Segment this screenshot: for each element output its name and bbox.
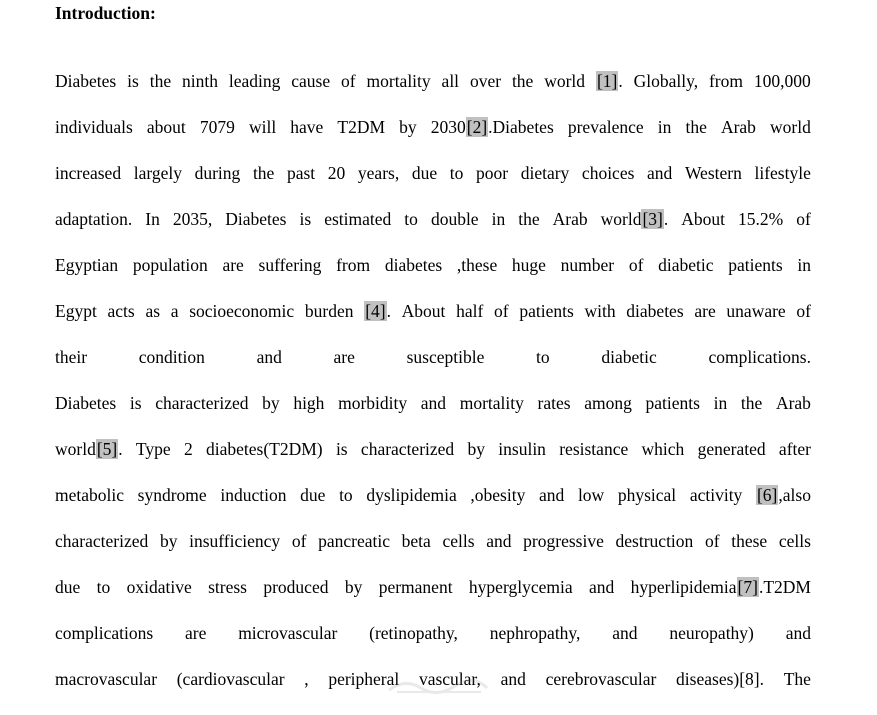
paragraph-line — [55, 531, 811, 577]
paragraph-line — [55, 209, 811, 255]
word-text: world — [55, 439, 96, 459]
word: 15.2% — [738, 209, 784, 229]
citation-reference: [5] — [96, 439, 118, 459]
word: choices — [581, 163, 635, 183]
word: Arab — [775, 393, 811, 413]
word: cause — [291, 71, 331, 91]
word: the — [685, 117, 707, 137]
word: past — [286, 163, 316, 183]
paragraph-line — [55, 255, 811, 301]
word-text: hyperlipidemia — [630, 577, 737, 597]
word: in — [797, 255, 811, 275]
word: and — [420, 393, 447, 413]
citation-reference: [1] — [596, 71, 618, 91]
word: morbidity — [338, 393, 408, 413]
word: dietary — [520, 163, 570, 183]
word-suffix: . — [618, 71, 623, 91]
paragraph-line — [55, 393, 811, 439]
word-text: 2030 — [430, 117, 466, 137]
word: are — [333, 347, 355, 367]
citation-reference: [3] — [642, 209, 663, 229]
word — [756, 485, 811, 505]
word: characterized — [55, 531, 149, 551]
word: ninth — [181, 71, 218, 91]
word: , — [304, 669, 309, 689]
word: burden — [304, 301, 354, 321]
word: mortality — [459, 393, 524, 413]
paragraph-line — [55, 71, 811, 117]
word: by — [467, 439, 485, 459]
word — [631, 577, 811, 597]
word: resistance — [559, 439, 629, 459]
paragraph-line — [55, 439, 811, 485]
word: patients — [728, 255, 783, 275]
word: destruction — [615, 531, 694, 551]
word: in — [657, 117, 672, 137]
word: diabetes(T2DM) — [206, 439, 323, 459]
word: insulin — [498, 439, 546, 459]
word: (retinopathy, — [369, 623, 458, 643]
word: world — [770, 117, 811, 137]
word: rates — [537, 393, 571, 413]
word: are — [185, 623, 207, 643]
word: complications. — [708, 347, 811, 367]
word: dyslipidemia — [366, 485, 457, 505]
word: estimated — [324, 209, 392, 229]
introduction-paragraph — [55, 71, 811, 715]
word: vascular, — [418, 669, 481, 689]
word: cerebrovascular — [545, 669, 657, 689]
word: diabetes — [626, 301, 684, 321]
word: Diabetes — [55, 393, 117, 413]
word: and — [647, 163, 673, 183]
word: high — [293, 393, 325, 413]
citation-reference: [6] — [756, 485, 778, 505]
word: condition — [138, 347, 205, 367]
word: to — [96, 577, 111, 597]
word: as — [145, 301, 161, 321]
word: complications — [55, 623, 154, 643]
word: double — [430, 209, 479, 229]
word: by — [159, 531, 178, 551]
word — [55, 439, 123, 459]
word: world — [544, 71, 586, 91]
word: About — [401, 301, 446, 321]
word: diseases)[8]. — [676, 669, 764, 689]
word: the — [252, 163, 275, 183]
word: (cardiovascular — [176, 669, 285, 689]
citation-reference: [2] — [466, 117, 488, 137]
word: prevalence — [567, 117, 644, 137]
word: physical — [617, 485, 677, 505]
word: due — [300, 485, 326, 505]
word — [431, 117, 554, 137]
word: to — [536, 347, 550, 367]
word: due — [411, 163, 438, 183]
word: diabetes — [384, 255, 443, 275]
word: neuropathy) — [669, 623, 754, 643]
paragraph-line — [55, 117, 811, 163]
paragraph-line — [55, 163, 811, 209]
word: unaware — [726, 301, 786, 321]
word: characterized — [360, 439, 455, 459]
word: cells — [442, 531, 475, 551]
word: metabolic — [55, 485, 125, 505]
word: from — [708, 71, 744, 91]
word: peripheral — [328, 669, 400, 689]
word: to — [339, 485, 353, 505]
word: produced — [263, 577, 329, 597]
word: the — [740, 393, 763, 413]
word: Western — [684, 163, 742, 183]
section-heading: Introduction: — [55, 3, 156, 23]
word: permanent — [378, 577, 453, 597]
word: Diabetes — [225, 209, 287, 229]
word: 20 — [327, 163, 346, 183]
word: huge — [511, 255, 546, 275]
word-suffix: . — [386, 301, 391, 321]
word-text: world — [600, 209, 642, 229]
word: oxidative — [126, 577, 192, 597]
word: 2035, — [172, 209, 213, 229]
word: poor — [476, 163, 509, 183]
word: their — [55, 347, 88, 367]
word: cells — [778, 531, 811, 551]
word: characterized — [155, 393, 249, 413]
word: in — [713, 393, 728, 413]
word: adaptation. — [55, 209, 133, 229]
word: will — [248, 117, 277, 137]
word: over — [469, 71, 502, 91]
word: have — [290, 117, 324, 137]
word: and — [612, 623, 638, 643]
word: all — [441, 71, 460, 91]
word: 2 — [183, 439, 193, 459]
word: progressive — [523, 531, 604, 551]
word: increased — [55, 163, 122, 183]
word: which — [641, 439, 685, 459]
word: socioeconomic — [189, 301, 295, 321]
word: Egyptian — [55, 255, 119, 275]
word: the — [511, 71, 534, 91]
word: 7079 — [199, 117, 235, 137]
word: diabetic — [601, 347, 657, 367]
word: population — [132, 255, 208, 275]
word: to — [404, 209, 418, 229]
word: by — [262, 393, 280, 413]
citation-reference: [4] — [365, 301, 386, 321]
word: of — [796, 209, 811, 229]
word: the — [149, 71, 172, 91]
word: during — [194, 163, 241, 183]
word: the — [518, 209, 540, 229]
word: and — [500, 669, 526, 689]
word-suffix: .Diabetes — [488, 117, 554, 137]
word: pancreatic — [318, 531, 390, 551]
word: activity — [689, 485, 743, 505]
word: and — [588, 577, 615, 597]
paragraph-line — [55, 485, 811, 531]
word-suffix: . — [663, 209, 669, 229]
paragraph-line — [55, 347, 811, 393]
word: of — [291, 531, 307, 551]
word: About — [681, 209, 726, 229]
word-suffix: .T2DM — [758, 577, 811, 597]
word: macrovascular — [55, 669, 158, 689]
word: mortality — [366, 71, 431, 91]
word: syndrome — [137, 485, 207, 505]
word: number — [560, 255, 615, 275]
word: by — [399, 117, 417, 137]
word: insufficiency — [189, 531, 281, 551]
word: these — [731, 531, 768, 551]
word: of — [341, 71, 356, 91]
word: 100,000 — [753, 71, 811, 91]
word — [364, 301, 391, 321]
word: generated — [697, 439, 766, 459]
word: by — [344, 577, 363, 597]
word: and — [256, 347, 282, 367]
word: are — [694, 301, 716, 321]
word: after — [778, 439, 811, 459]
paragraph-line — [55, 301, 811, 347]
word: nephropathy, — [489, 623, 581, 643]
word: among — [584, 393, 632, 413]
word: suffering — [258, 255, 322, 275]
word: stress — [208, 577, 247, 597]
word: individuals — [55, 117, 133, 137]
word: Diabetes — [55, 71, 117, 91]
word: patients — [519, 301, 574, 321]
word: acts — [107, 301, 135, 321]
word: ,obesity — [470, 485, 526, 505]
word: about — [146, 117, 186, 137]
word: largely — [133, 163, 182, 183]
word: of — [628, 255, 644, 275]
word: patients — [645, 393, 700, 413]
word: of — [704, 531, 720, 551]
word: Egypt — [55, 301, 97, 321]
word: due — [55, 577, 81, 597]
word: a — [170, 301, 179, 321]
word — [596, 71, 623, 91]
word: and — [486, 531, 512, 551]
paragraph-line — [55, 577, 811, 623]
word: diabetic — [658, 255, 714, 275]
word-suffix: . — [118, 439, 123, 459]
word: induction — [220, 485, 287, 505]
word: beta — [401, 531, 431, 551]
word: Arab — [720, 117, 756, 137]
word-suffix: ,also — [778, 485, 811, 505]
word: with — [584, 301, 616, 321]
word: of — [796, 301, 811, 321]
word: of — [494, 301, 509, 321]
word: to — [449, 163, 464, 183]
word: in — [491, 209, 506, 229]
word: is — [127, 71, 139, 91]
word: is — [335, 439, 348, 459]
word: Globally, — [633, 71, 699, 91]
word: leading — [228, 71, 281, 91]
word: low — [577, 485, 605, 505]
word — [601, 209, 669, 229]
word: half — [456, 301, 484, 321]
word: years, — [357, 163, 400, 183]
word: lifestyle — [754, 163, 811, 183]
word: microvascular — [238, 623, 338, 643]
word: T2DM — [337, 117, 386, 137]
word: from — [336, 255, 371, 275]
word: Arab — [552, 209, 588, 229]
word: are — [222, 255, 244, 275]
word: In — [145, 209, 160, 229]
word: is — [129, 393, 142, 413]
word: is — [299, 209, 312, 229]
paragraph-line — [55, 669, 811, 715]
word: and — [539, 485, 565, 505]
word: susceptible — [406, 347, 485, 367]
word: and — [785, 623, 811, 643]
word: ,these — [456, 255, 498, 275]
word: Type — [135, 439, 171, 459]
paragraph-line — [55, 623, 811, 669]
word: hyperglycemia — [468, 577, 573, 597]
word: The — [783, 669, 811, 689]
citation-reference: [7] — [737, 577, 758, 597]
